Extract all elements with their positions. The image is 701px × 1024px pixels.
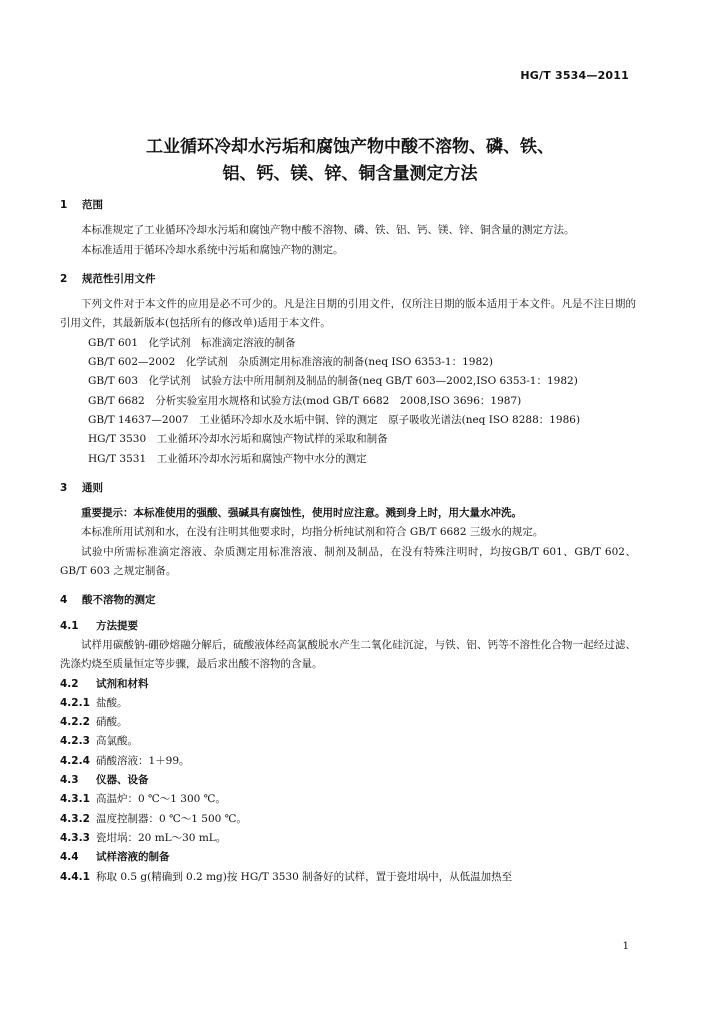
subsection-title: 试剂和材料	[96, 677, 149, 690]
paragraph: 试验中所需标准滴定溶液、杂质测定用标准溶液、制剂及制品，在没有特殊注明时，均按GB/T 601、GB/T 602、GB/T 603 之规定制备。	[60, 545, 636, 578]
section-4-heading	[60, 591, 636, 610]
clause-number: 4.2.2	[60, 716, 90, 729]
clause-item	[60, 694, 636, 713]
page-number: 1	[622, 941, 629, 952]
clause-number: 4.2.3	[60, 735, 90, 748]
section-title: 规范性引用文件	[82, 272, 156, 285]
clause-text: 硝酸溶液：1＋99。	[96, 754, 190, 767]
clause-text: 硝酸。	[96, 716, 128, 729]
subsection-number: 4.1	[60, 619, 79, 632]
paragraph: 本标准规定了工业循环冷却水污垢和腐蚀产物中酸不溶物、磷、铁、铝、钙、镁、锌、铜含量的测定方法。	[81, 224, 575, 237]
section-1-heading	[60, 196, 636, 215]
section-number: 3	[60, 481, 68, 494]
clause-item	[60, 713, 636, 732]
clause-number: 4.3.3	[60, 831, 90, 844]
clause-item	[60, 752, 636, 771]
safety-notice: 重要提示：本标准使用的强酸、强碱具有腐蚀性，使用时应注意。溅到身上时，用大量水冲洗。	[81, 507, 522, 520]
subsection-4-4-heading	[60, 848, 636, 867]
clause-item	[60, 868, 636, 887]
paragraph: 本标准适用于循环冷却水系统中污垢和腐蚀产物的测定。	[81, 243, 344, 256]
reference-item: GB/T 602—2002 化学试剂 杂质测定用标准溶液的制备(neq ISO 6353-1：1982)	[88, 356, 493, 369]
section-title: 范围	[82, 199, 103, 211]
reference-item: GB/T 6682 分析实验室用水规格和试验方法(mod GB/T 6682 2008,ISO 3696：1987)	[88, 394, 522, 407]
clause-number: 4.3.2	[60, 812, 90, 825]
clause-item	[60, 829, 636, 848]
clause-text: 称取 0.5 g(精确到 0.2 mg)按 HG/T 3530 制备好的试样，置于瓷坩埚中，从低温加热至	[96, 870, 513, 883]
subsection-4-3-heading	[60, 771, 636, 790]
title-line-2: 铝、钙、镁、锌、铜含量测定方法	[222, 164, 478, 184]
subsection-number: 4.3	[60, 774, 79, 787]
clause-item	[60, 732, 636, 751]
reference-item: GB/T 14637—2007 工业循环冷却水及水垢中铜、锌的测定 原子吸收光谱法(neq ISO 8288：1986)	[88, 413, 581, 426]
standard-code: HG/T 3534—2011	[520, 69, 629, 82]
clause-number: 4.4.1	[60, 870, 90, 883]
subsection-title: 方法提要	[96, 619, 138, 632]
section-2-heading	[60, 270, 636, 289]
clause-text: 瓷坩埚：20 mL～30 mL。	[96, 831, 227, 844]
section-number: 2	[60, 272, 68, 285]
section-number: 4	[60, 594, 68, 607]
title-line-1: 工业循环冷却水污垢和腐蚀产物中酸不溶物、磷、铁、	[146, 137, 554, 157]
reference-item: HG/T 3531 工业循环冷却水污垢和腐蚀产物中水分的测定	[88, 452, 367, 465]
subsection-4-1-heading	[60, 617, 636, 636]
clause-text: 温度控制器：0 ℃～1 500 ℃。	[96, 812, 247, 825]
clause-text: 盐酸。	[96, 696, 128, 709]
subsection-number: 4.4	[60, 851, 79, 864]
paragraph: 试样用碳酸钠-硼砂熔融分解后，硫酸液体经高氯酸脱水产生二氧化硅沉淀，与铁、铝、钙等不溶性化合物一起经过滤、洗涤灼烧至质量恒定等步骤，最后求出酸不溶物的含量。	[60, 638, 636, 671]
document-body	[60, 192, 636, 887]
clause-text: 高氯酸。	[96, 735, 138, 748]
document-title	[40, 134, 660, 188]
section-title: 通则	[82, 481, 103, 494]
section-title: 酸不溶物的测定	[82, 594, 156, 607]
reference-item: GB/T 603 化学试剂 试验方法中所用制剂及制品的制备(neq GB/T 603—2002,ISO 6353-1：1982)	[88, 375, 578, 388]
clause-item	[60, 810, 636, 829]
section-3-heading	[60, 479, 636, 498]
section-number: 1	[60, 199, 68, 211]
reference-item: HG/T 3530 工业循环冷却水污垢和腐蚀产物试样的采取和制备	[88, 433, 388, 446]
clause-item	[60, 790, 636, 809]
clause-number: 4.2.1	[60, 696, 90, 709]
paragraph: 下列文件对于本文件的应用是必不可少的。凡是注日期的引用文件，仅所注日期的版本适用于本文件。凡是不注日期的引用文件，其最新版本(包括所有的修改单)适用于本文件。	[60, 298, 636, 330]
subsection-number: 4.2	[60, 677, 79, 690]
clause-number: 4.2.4	[60, 754, 90, 767]
clause-text: 高温炉：0 ℃～1 300 ℃。	[96, 793, 226, 806]
paragraph: 本标准所用试剂和水，在没有注明其他要求时，均指分析纯试剂和符合 GB/T 6682 三级水的规定。	[81, 526, 544, 539]
subsection-title: 仪器、设备	[96, 774, 149, 787]
subsection-title: 试样溶液的制备	[96, 851, 170, 864]
subsection-4-2-heading	[60, 675, 636, 694]
clause-number: 4.3.1	[60, 793, 90, 806]
reference-item: GB/T 601 化学试剂 标准滴定溶液的制备	[88, 336, 296, 349]
